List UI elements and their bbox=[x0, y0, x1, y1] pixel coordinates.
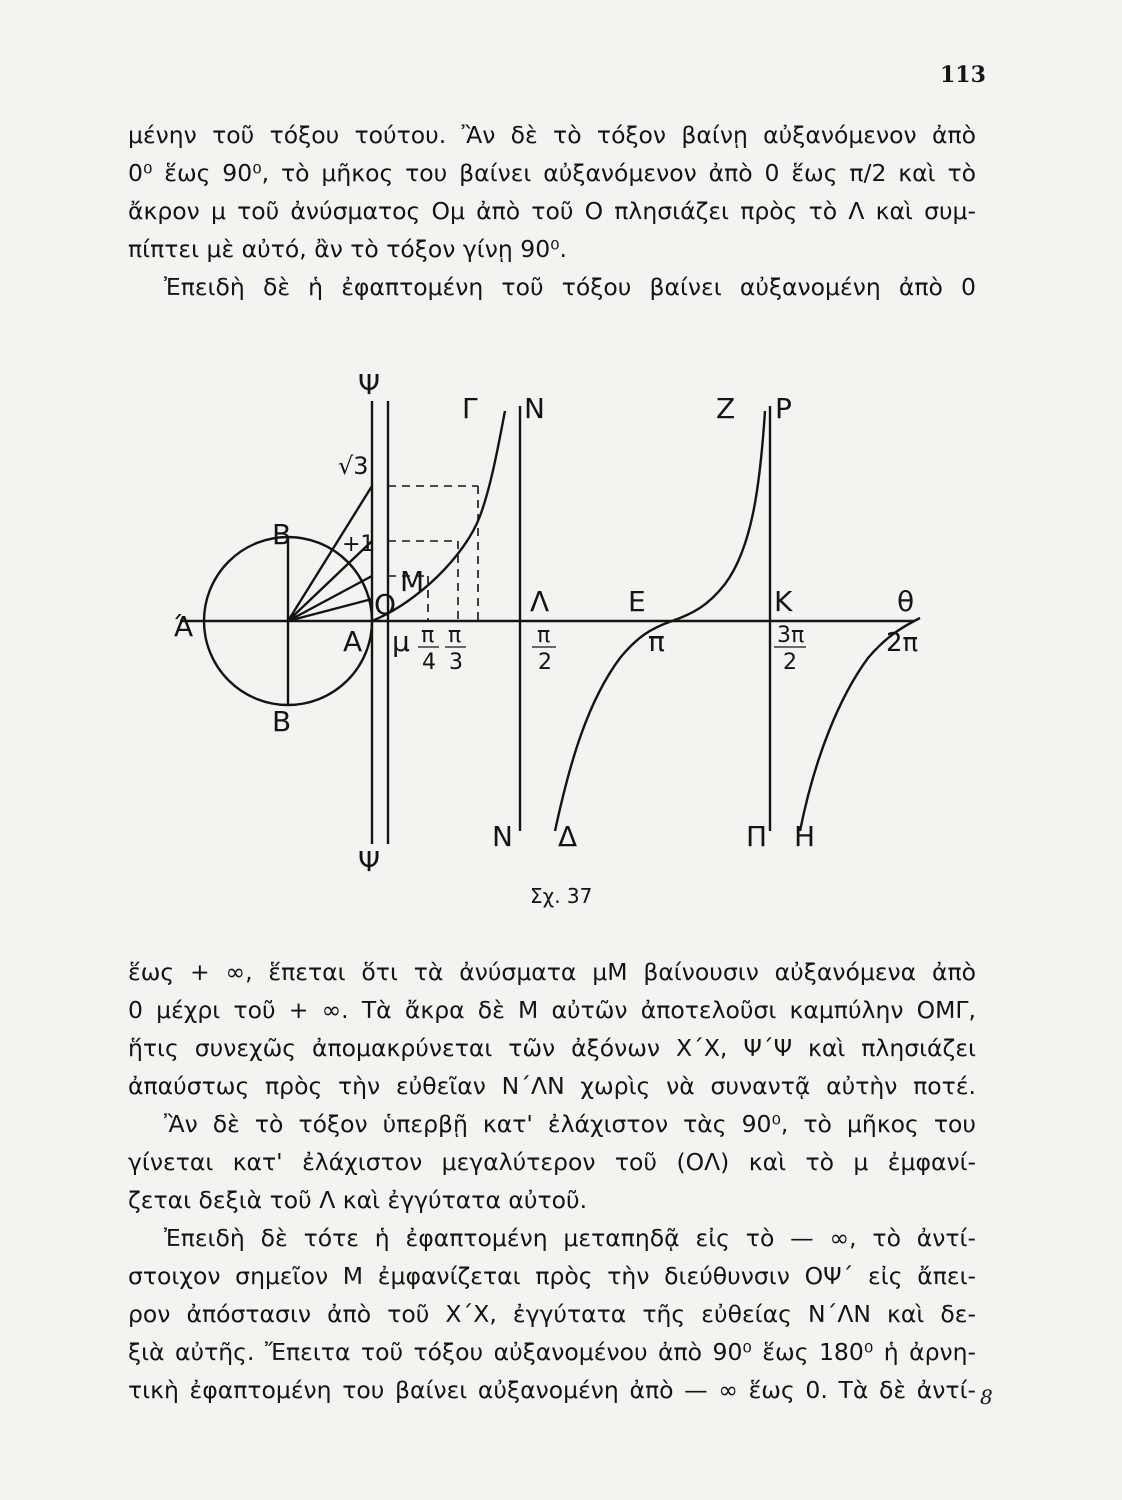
text-line: γίνεται κατ' ἐλάχιστον μεγαλύτερον τοῦ (ΟΛ) καὶ τὸ μ ἐμφανί- bbox=[128, 1148, 976, 1176]
figure-37 bbox=[160, 366, 960, 886]
text-line: ζεται δεξιὰ τοῦ Λ καὶ ἐγγύτατα αὐτοῦ. bbox=[128, 1186, 588, 1214]
text-line: στοιχον σημεῖον Μ ἐμφανίζεται πρὸς τὴν διεύθυνσιν ΟΨ΄ εἰς ἄπει- bbox=[128, 1262, 976, 1290]
text-line: Ἐπειδὴ δὲ τότε ἡ ἐφαπτομένη μεταπηδᾷ εἰς τὸ — ∞, τὸ ἀντί- bbox=[164, 1224, 976, 1252]
page-number: 113 bbox=[940, 62, 986, 88]
paragraph-top bbox=[128, 116, 976, 306]
signature-mark: 8 bbox=[980, 1385, 993, 1409]
label-n-top: N bbox=[524, 392, 545, 425]
label-pi: π bbox=[648, 625, 665, 658]
label-mu: μ bbox=[392, 625, 410, 658]
text-line: ἀπαύστως πρὸς τὴν εὐθεῖαν Ν΄ΛΝ χωρὶς νὰ συναντᾷ αὐτὴν ποτέ. bbox=[128, 1072, 976, 1100]
text-line: ξιὰ αὐτῆς. Ἔπειτα τοῦ τόξου αὐξανομένου ἀπὸ 90⁰ ἕως 180⁰ ἡ ἀρνη- bbox=[128, 1338, 976, 1366]
frac-pi3-num: π bbox=[448, 623, 462, 648]
figure-caption: Σχ. 37 bbox=[530, 884, 593, 908]
tangent-diagram bbox=[160, 366, 960, 886]
paragraph-bottom bbox=[128, 953, 976, 1409]
label-delta: Δ bbox=[558, 820, 578, 853]
frac-pi2-num: π bbox=[537, 623, 551, 648]
label-theta: θ bbox=[897, 585, 915, 618]
label-plus1: +1 bbox=[342, 532, 375, 557]
label-gamma: Γ bbox=[462, 392, 478, 425]
text-line: ἕως + ∞, ἕπεται ὅτι τὰ ἀνύσματα μΜ βαίνουσιν αὐξανόμενα ἀπὸ bbox=[128, 958, 976, 986]
label-b-top: B bbox=[272, 518, 292, 551]
label-lambda: Λ bbox=[530, 585, 550, 618]
label-e: E bbox=[628, 585, 646, 618]
frac-pi3-den: 3 bbox=[449, 650, 463, 675]
label-p: P bbox=[775, 392, 792, 425]
label-a: A bbox=[343, 625, 363, 658]
label-h: H bbox=[794, 820, 816, 853]
frac-pi4-num: π bbox=[421, 623, 435, 648]
text-line: 0⁰ ἕως 90⁰, τὸ μῆκος του βαίνει αὐξανόμενον ἀπὸ 0 ἕως π/2 καὶ τὸ bbox=[128, 159, 976, 187]
text-line: ἥτις συνεχῶς ἀπομακρύνεται τῶν ἀξόνων Χ΄Χ, Ψ΄Ψ καὶ πλησιάζει bbox=[128, 1034, 976, 1062]
frac-3pi2-num: 3π bbox=[777, 623, 805, 648]
frac-pi2-den: 2 bbox=[538, 650, 552, 675]
label-o: O bbox=[374, 588, 397, 621]
text-line: ἄκρον μ τοῦ ἀνύσματος Ομ ἀπὸ τοῦ Ο πλησιάζει πρὸς τὸ Λ καὶ συμ- bbox=[128, 197, 976, 225]
text-line: ρον ἀπόστασιν ἀπὸ τοῦ Χ΄Χ, ἐγγύτατα τῆς εὐθείας Ν΄ΛΝ καὶ δε- bbox=[128, 1300, 976, 1328]
text-line: Ἐπειδὴ δὲ ἡ ἐφαπτομένη τοῦ τόξου βαίνει αὐξανομένη ἀπὸ 0 bbox=[164, 273, 976, 301]
frac-3pi2-den: 2 bbox=[783, 650, 797, 675]
label-psi-bottom: Ψ bbox=[358, 845, 381, 878]
label-b-bottom: B bbox=[272, 705, 292, 738]
text-line: πίπτει μὲ αὐτό, ἂν τὸ τόξον γίνῃ 90⁰. bbox=[128, 235, 568, 263]
label-psi-top: Ψ bbox=[358, 368, 381, 401]
label-m: M bbox=[400, 565, 425, 598]
text-line: τικὴ ἐφαπτομένη του βαίνει αὐξανομένη ἀπὸ — ∞ ἕως 0. Τὰ δὲ ἀντί- bbox=[128, 1376, 976, 1404]
frac-pi4-den: 4 bbox=[422, 650, 436, 675]
label-k: K bbox=[774, 585, 793, 618]
label-pi-letter: Π bbox=[746, 820, 768, 853]
text-line: Ἂν δὲ τὸ τόξον ὑπερβῇ κατ' ἐλάχιστον τὰς 90⁰, τὸ μῆκος του bbox=[164, 1110, 976, 1138]
label-two-pi: 2π bbox=[886, 628, 919, 658]
label-n-bottom: N bbox=[492, 820, 513, 853]
label-a-prime: Ά bbox=[174, 610, 194, 643]
text-line: 0 μέχρι τοῦ + ∞. Τὰ ἄκρα δὲ Μ αὐτῶν ἀποτελοῦσι καμπύλην ΟΜΓ, bbox=[128, 996, 976, 1024]
label-z: Z bbox=[716, 392, 736, 425]
text-line: μένην τοῦ τόξου τούτου. Ἂν δὲ τὸ τόξον βαίνῃ αὐξανόμενον ἀπὸ bbox=[128, 121, 976, 149]
label-sqrt3: √3 bbox=[338, 452, 369, 480]
